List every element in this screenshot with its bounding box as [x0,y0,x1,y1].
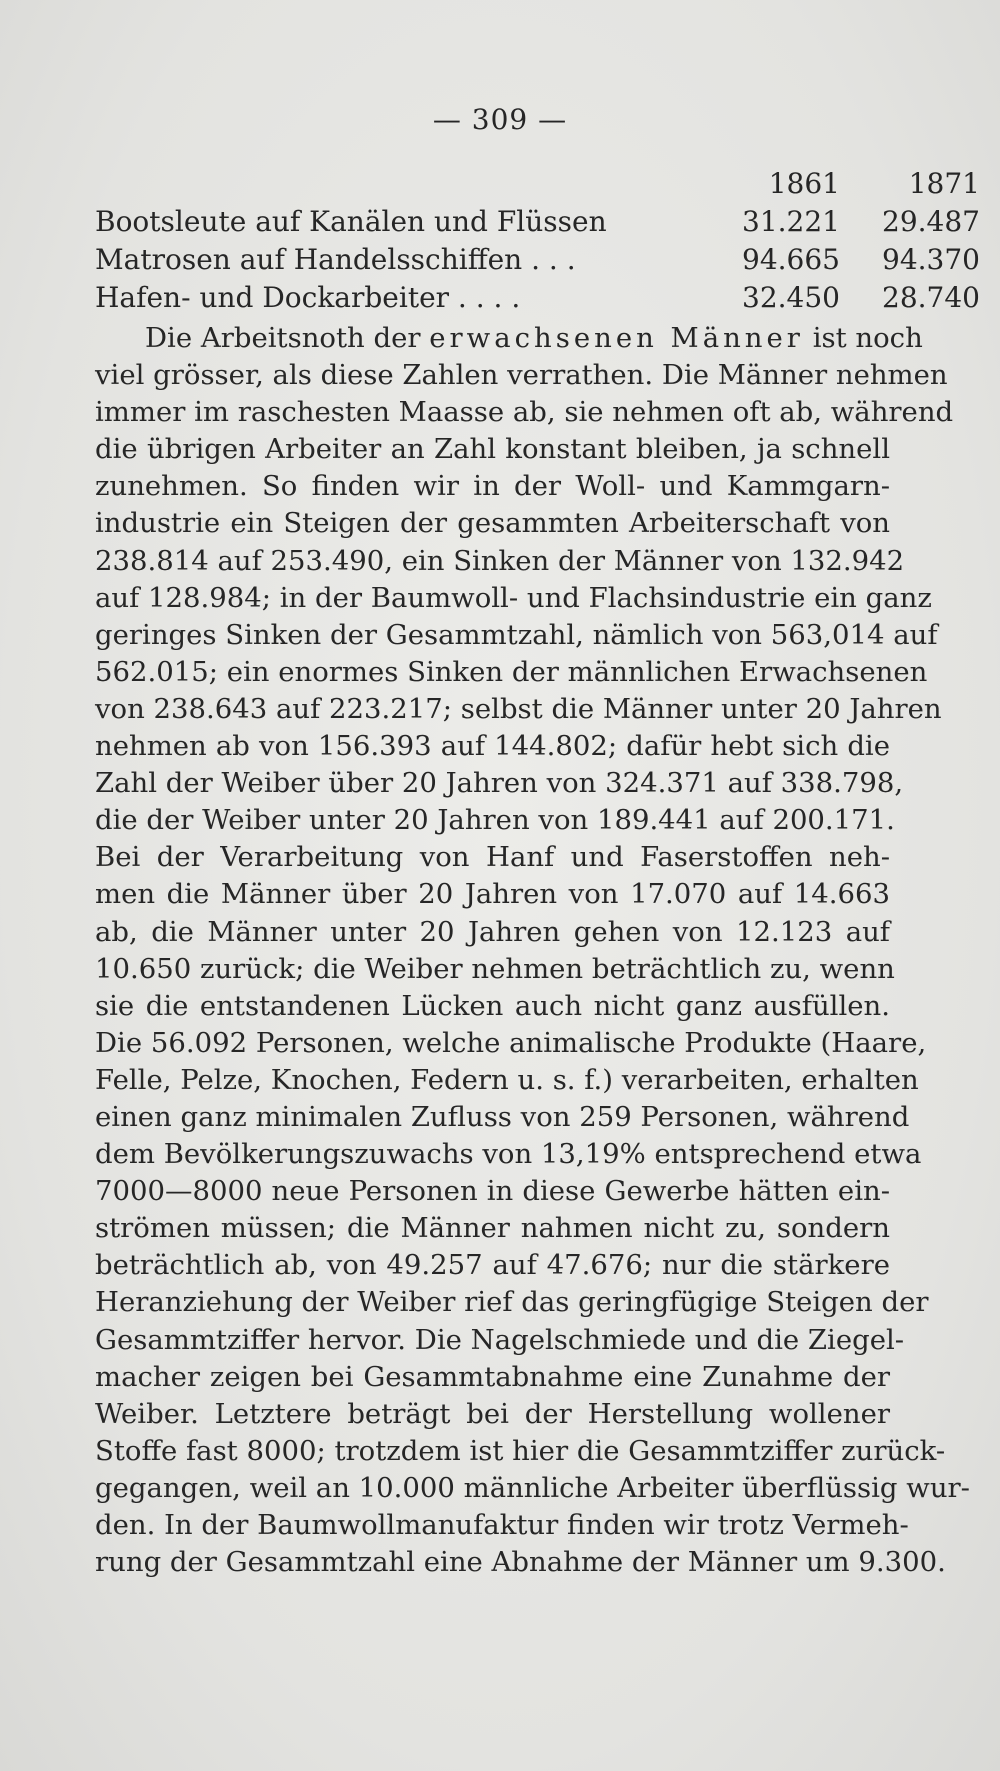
statistics-table [95,167,980,319]
text-line: beträchtlich ab, von 49.257 auf 47.676; nur die stärkere [95,1249,890,1282]
text-line: dem Bevölkerungszuwachs von 13,19% entsprechend etwa [95,1138,922,1171]
column-header-1871: 1871 [908,167,980,200]
value-1871: 28.740 [882,281,980,314]
text-line: Stoffe fast 8000; trotzdem ist hier die Gesammtziffer zurück- [95,1434,946,1467]
table-row [95,205,980,243]
value-1861: 32.450 [742,281,840,314]
text-line: Die 56.092 Personen, welche animalische Produkte (Haare, [95,1026,927,1059]
text-line: Gesammtziffer hervor. Die Nagelschmiede und die Ziegel- [95,1323,905,1356]
column-header-1861: 1861 [768,167,840,200]
text-line: 7000—8000 neue Personen in diese Gewerbe hätten ein- [95,1175,890,1208]
text-line: industrie ein Steigen der gesammten Arbeiterschaft von [95,507,890,540]
row-label: Matrosen auf Handelsschiffen . . . [95,243,576,276]
value-1861: 31.221 [742,205,840,238]
text-line: die übrigen Arbeiter an Zahl konstant bleiben, ja schnell [95,433,890,466]
text-line: Felle, Pelze, Knochen, Federn u. s. f.) verarbeiten, erhalten [95,1063,919,1096]
table-header-row [95,167,980,205]
text-line: auf 128.984; in der Baumwoll- und Flachsindustrie ein ganz [95,581,932,614]
text-line: Zahl der Weiber über 20 Jahren von 324.371 auf 338.798, [95,767,904,800]
value-1871: 29.487 [882,205,980,238]
text-line: immer im raschesten Maasse ab, sie nehmen oft ab, während [95,396,954,429]
text-line: einen ganz minimalen Zufluss von 259 Personen, während [95,1100,910,1133]
text-line: zunehmen. So finden wir in der Woll- und Kammgarn- [95,470,890,503]
text-line: Heranziehung der Weiber rief das geringfügige Steigen der [95,1286,929,1319]
emphasized-text: erwachsenen Männer [429,322,804,354]
table-row [95,243,980,281]
text-line: 238.814 auf 253.490, ein Sinken der Männer von 132.942 [95,544,905,577]
text-line: men die Männer über 20 Jahren von 17.070 auf 14.663 [95,878,890,911]
text-line: ab, die Männer unter 20 Jahren gehen von 12.123 auf [95,915,890,948]
text-line: sie die entstandenen Lücken auch nicht ganz ausfüllen. [95,989,890,1022]
text-line: viel grösser, als diese Zahlen verrathen. Die Männer nehmen [95,359,948,392]
text-line: macher zeigen bei Gesammtabnahme eine Zunahme der [95,1360,890,1393]
table-row [95,281,980,319]
text-line: strömen müssen; die Männer nahmen nicht zu, sondern [95,1212,890,1245]
text-segment: Die Arbeitsnoth der [145,322,430,354]
page-number: — 309 — [432,103,568,136]
value-1861: 94.665 [742,243,840,276]
body-paragraph [95,320,970,1581]
text-segment: ist noch [803,322,923,354]
row-label: Bootsleute auf Kanälen und Flüssen [95,205,607,238]
row-label: Hafen- und Dockarbeiter . . . . [95,281,521,314]
text-line: die der Weiber unter 20 Jahren von 189.441 auf 200.171. [95,804,895,837]
text-line: 562.015; ein enormes Sinken der männlichen Erwachsenen [95,655,928,688]
paragraph-first-line [95,320,923,357]
value-1871: 94.370 [882,243,980,276]
text-line: Bei der Verarbeitung von Hanf und Faserstoffen neh- [95,841,890,874]
text-line: den. In der Baumwollmanufaktur finden wir trotz Vermeh- [95,1509,909,1541]
text-line: 10.650 zurück; die Weiber nehmen beträchtlich zu, wenn [95,952,895,985]
text-line: Weiber. Letztere beträgt bei der Herstellung wollener [95,1397,890,1430]
text-line: rung der Gesammtzahl eine Abnahme der Männer um 9.300. [95,1546,946,1579]
text-line: von 238.643 auf 223.217; selbst die Männer unter 20 Jahren [95,692,942,725]
text-line: gegangen, weil an 10.000 männliche Arbeiter überflüssig wur- [95,1471,970,1504]
text-line: nehmen ab von 156.393 auf 144.802; dafür hebt sich die [95,730,890,763]
text-line: geringes Sinken der Gesammtzahl, nämlich von 563,014 auf [95,618,938,651]
